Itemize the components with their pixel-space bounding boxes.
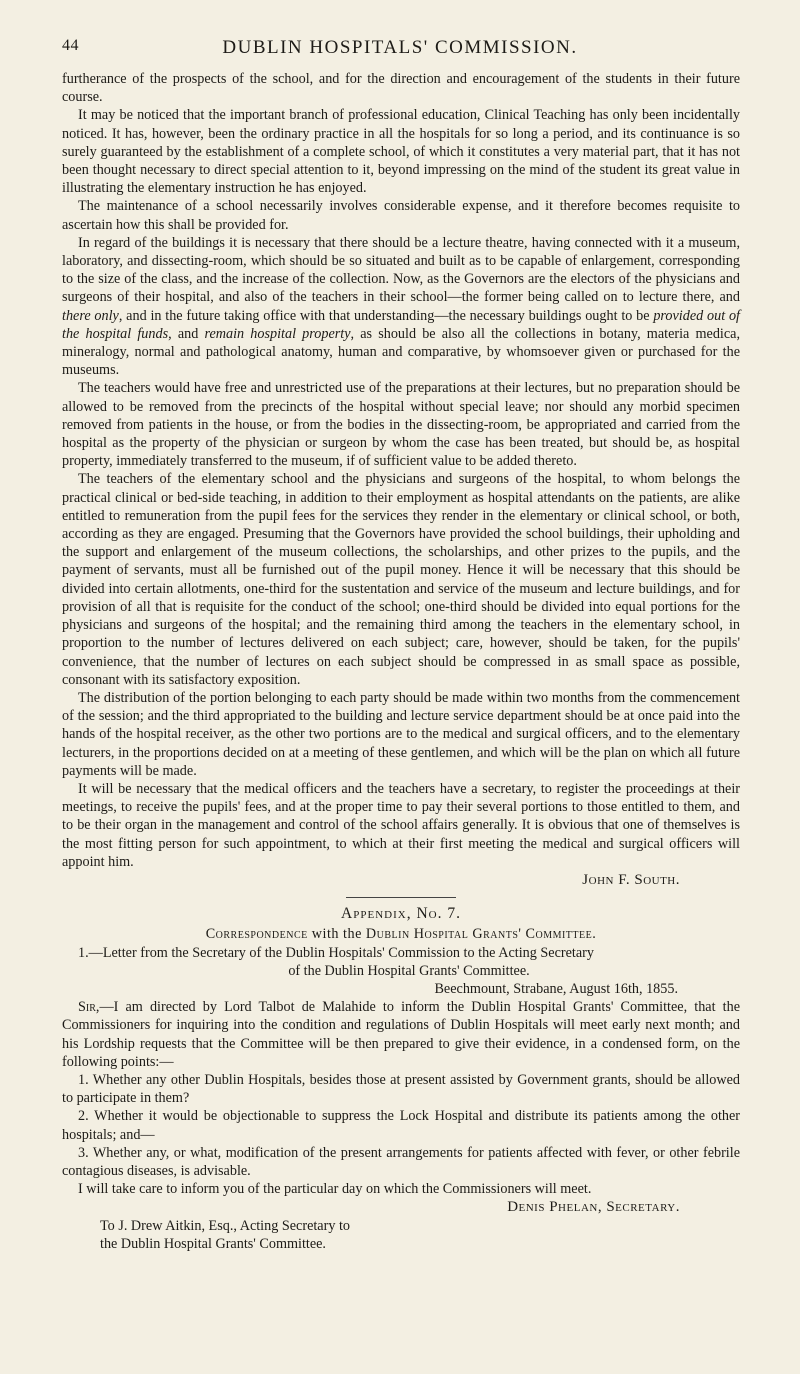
paragraph: furtherance of the prospects of the school, and for the direction and encouragement of the students in their future course. xyxy=(62,71,740,106)
running-title: DUBLIN HOSPITALS' COMMISSION. xyxy=(222,37,578,58)
paragraph: The teachers would have free and unrestricted use of the preparations at their lectures, but no preparation should be allowed to be removed from the precincts of the hospital without special leave; nor should any morbid specimen removed from patients in the house, or from the bodies in the dissecting-room, be appropriated and carried from the hospital as the property of the physician or surgeon by whom the case has been treated, but should be, as hospital property, immediately transferred to the museum, if of sufficient value to be added thereto. xyxy=(62,380,740,470)
paragraph xyxy=(62,234,740,380)
emphasis-text: provided out of the hospital funds xyxy=(62,307,740,342)
section-divider xyxy=(346,897,456,898)
page-number: 44 xyxy=(62,37,79,54)
paragraph: It may be noticed that the important branch of professional education, Clinical Teaching has only been incidentally noticed. It has, however, been the ordinary practice in all the hospitals for so long a period, and its continuance is so surely guaranteed by the establishment of a complete school, of which it constitutes a very material part, that it has not been thought necessary to direct special attention to it, beyond impressing on the mind of the student its great value in illustrating the elementary instruction he has enjoyed. xyxy=(62,107,740,197)
letter-paragraph: I will take care to inform you of the particular day on which the Commissioners will meet. xyxy=(78,1181,592,1198)
document-body xyxy=(62,70,740,1253)
paragraph-text: , and xyxy=(168,325,205,342)
paragraph-text: In regard of the buildings it is necessary that there should be a lecture theatre, having connected with it a museum, laboratory, and dissecting-room, which should be so situated and built as to be capable of enlargement, corresponding to the size of the class, and the increase of the collection. Now, as the Governors are the electors of the physicians and surgeons of their hospital, and also of the teachers in their school—the former being called on to lecture there, and xyxy=(62,234,740,306)
letter-dateline: Beechmount, Strabane, August 16th, 1855. xyxy=(434,980,678,997)
letter-question: 1. Whether any other Dublin Hospitals, besides those at present assisted by Government grants, should be allowed to participate in them? xyxy=(62,1071,740,1107)
appendix-title: Appendix, No. 7. xyxy=(341,905,461,923)
paragraph: It will be necessary that the medical officers and the teachers have a secretary, to register the proceedings at their meetings, to receive the pupils' fees, and at the proper time to pay their several portions to those entitled to them, and to be their organ in the management and control of the school affairs generally. It is obvious that one of themselves is the most fitting person for such appointment, to which at their first meeting the medical and surgical officers will appoint him. xyxy=(62,780,740,870)
letter-heading: of the Dublin Hospital Grants' Committee. xyxy=(288,962,530,979)
letter-text: —I am directed by Lord Talbot de Malahide to inform the Dublin Hospital Grants' Committee, that the Commissioners for inquiring into the condition and regulations of Dublin Hospitals will meet early next month; and his Lordship requests that the Committee will be then prepared to give their evidence, in a condensed form, on the following points:— xyxy=(62,999,740,1070)
letter-heading: 1.—Letter from the Secretary of the Dublin Hospitals' Commission to the Acting Secretary xyxy=(78,944,594,961)
emphasis-text: there only xyxy=(62,307,119,324)
address-line: To J. Drew Aitkin, Esq., Acting Secretary to xyxy=(100,1217,351,1234)
letter-paragraph xyxy=(62,998,740,1071)
correspondence-with: with the xyxy=(307,926,366,943)
letter-question: 2. Whether it would be objectionable to suppress the Lock Hospital and distribute its patients among the other hospitals; and— xyxy=(62,1108,740,1143)
address-line: the Dublin Hospital Grants' Committee. xyxy=(100,1235,326,1252)
salutation: Sir, xyxy=(78,999,100,1016)
paragraph: The maintenance of a school necessarily involves considerable expense, and it therefore becomes requisite to ascertain how this shall be provided for. xyxy=(62,198,740,233)
signature: John F. South. xyxy=(582,871,680,888)
emphasis-text: remain hospital property xyxy=(204,325,351,342)
letter-question: 3. Whether any, or what, modification of the present arrangements for patients affected with fever, or other febrile contagious diseases, is advisable. xyxy=(62,1144,740,1179)
signature: Denis Phelan, Secretary. xyxy=(507,1199,680,1216)
paragraph: The teachers of the elementary school and the physicians and surgeons of the hospital, to whom belongs the practical clinical or bed-side teaching, in addition to their employment as hospital attendants on the patients, are alike entitled to remuneration from the pupil fees for the services they render in the elementary or clinical school, or both, according as they are engaged. Presuming that the Governors have provided the school buildings, their upholding and the support and enlargement of the museum collections, the scholarships, and other prizes to the pupils, and the payment of servants, must all be furnished out of the pupil money. Hence it will be necessary that this should be divided into certain allotments, one-third for the sustentation and service of the museum and lecture buildings, and for provision of all that is requisite for the conduct of the school; one-third should be divided into equal portions for the physicians and surgeons of the hospital; and the remaining third among the teachers in the elementary school, in proportion to the number of lectures delivered on each subject; care, however, should be taken, for the pupils' convenience, that the number of lectures on each subject should be compressed in as small space as possible, consonant with its satisfactory exposition. xyxy=(62,471,740,688)
page-header xyxy=(62,37,738,59)
paragraph-text: , and in the future taking office with that understanding—the necessary buildings ought to be xyxy=(118,307,654,324)
paragraph: The distribution of the portion belonging to each party should be made within two months from the commencement of the session; and the third appropriated to the building and lecture service department should be at once paid into the hands of the hospital receiver, as the other two portions are to the medical and surgical officers, and to the elementary lecturers, in the proportions decided on at a meeting of these gentlemen, and which will be the plan on which all future payments will be made. xyxy=(62,689,740,779)
correspondence-prefix: Correspondence xyxy=(205,926,308,943)
correspondence-body: Dublin Hospital Grants' Committee. xyxy=(365,926,597,943)
correspondence-title xyxy=(62,925,740,943)
paragraph-text: , as should be also all the collections in botany, materia medica, mineralogy, normal and pathological anatomy, human and comparative, by whomsoever given or purchased for the museums. xyxy=(62,325,740,379)
